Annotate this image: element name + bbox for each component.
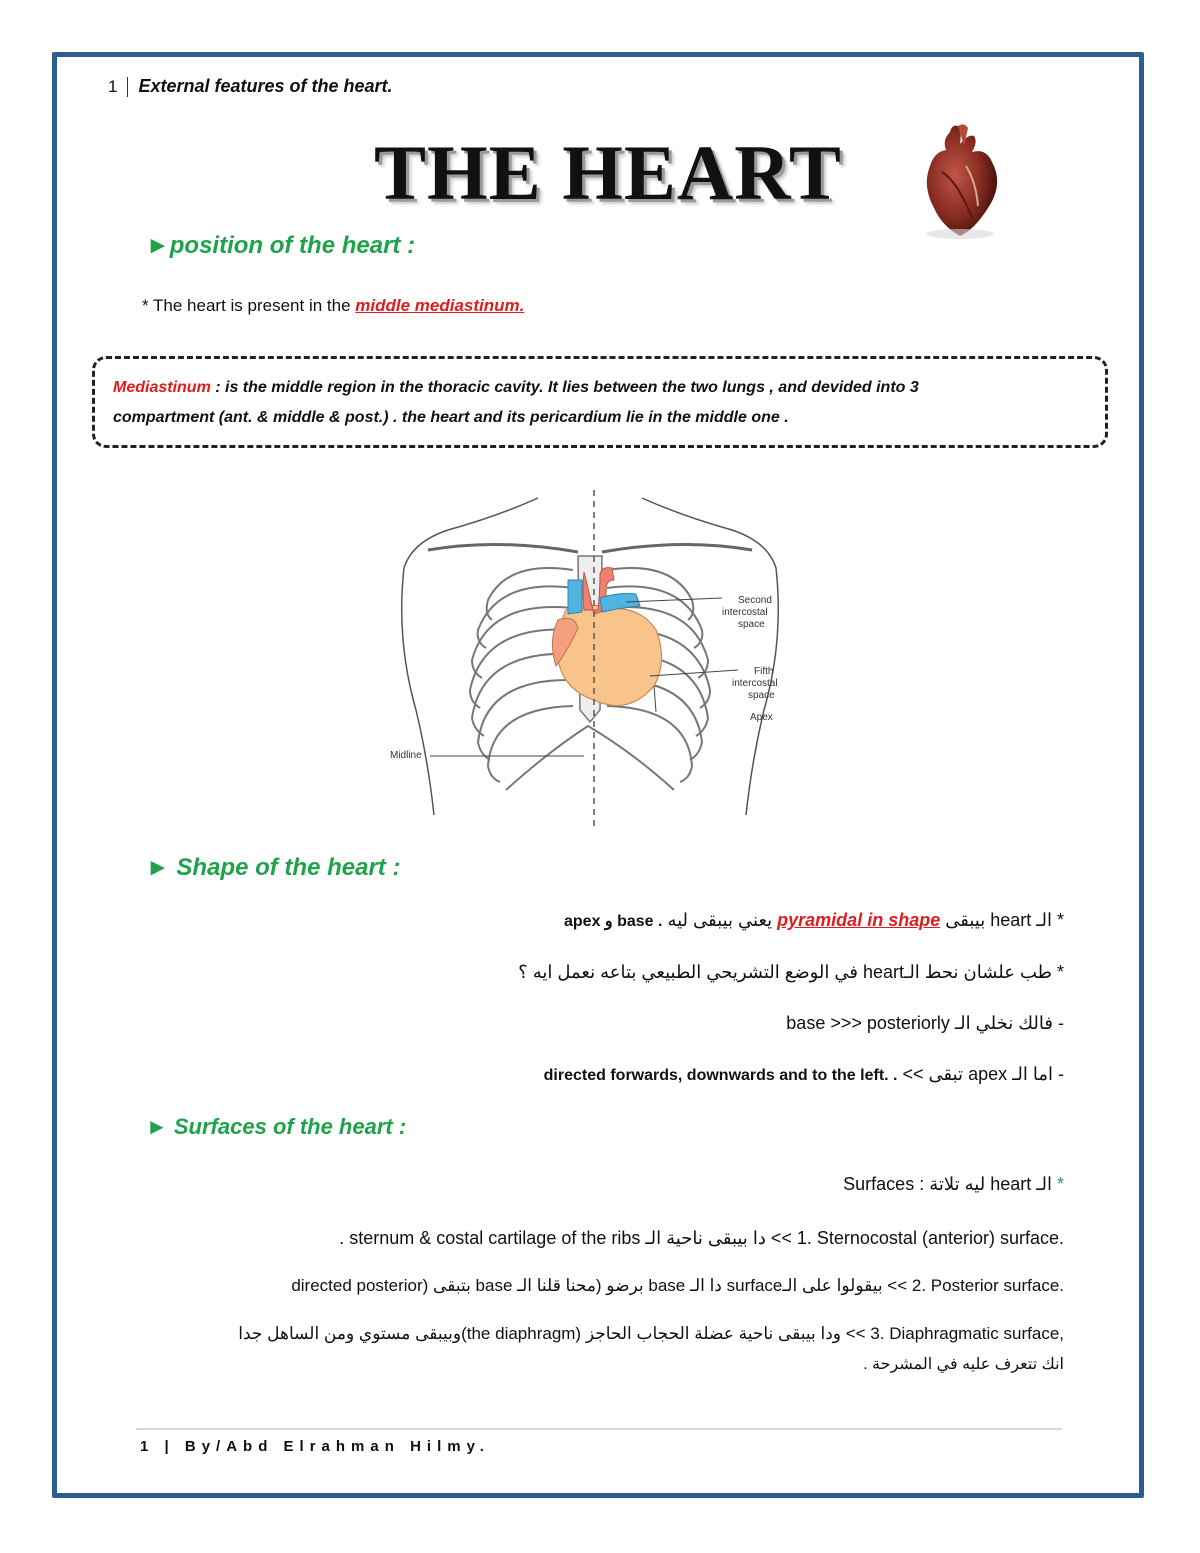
shape-line-2c: في الوضع التشريحي الطبيعي بتاعه نعمل ايه ؟ [518,962,864,982]
footer-page-number: 1 [140,1438,155,1455]
surface-1c: . sternum & costal cartilage of the ribs [339,1228,641,1248]
shape-line-4c: تبقى >> [897,1064,969,1084]
label-second-2: intercostal [722,607,768,618]
shape-line-2b: heart [863,962,905,982]
heart-illustration [912,122,1008,240]
label-apex: Apex [750,712,773,723]
surface-3-line-2: انك تتعرف عليه في المشرحة . [863,1356,1064,1373]
running-header [108,76,393,97]
shape-line-1c: بيبقى [940,910,991,930]
thorax-heart-diagram [388,490,792,830]
surface-2g: base [475,1276,513,1295]
surface-3 [238,1324,1064,1344]
surfaces-intro-e: Surfaces : [843,1174,925,1194]
surface-2d: دا الـ [685,1276,727,1295]
surfaces-intro [843,1174,1064,1195]
surface-1a: 1. Sternocostal (anterior) surface. [796,1228,1064,1248]
mediastinum-callout [92,356,1108,448]
pyramidal-highlight: pyramidal in shape [777,910,941,930]
shape-line-1b: heart [990,910,1032,930]
surfaces-intro-a: * [1051,1174,1064,1194]
surface-3c: (the diaphragm) [461,1324,582,1343]
shape-line-4 [544,1064,1064,1085]
label-second-1: Second [738,595,772,606]
surface-2a: 2. Posterior surface. [911,1276,1064,1295]
surfaces-heading: ► Surfaces of the heart : [146,1114,407,1139]
shape-line-4d: directed forwards, downwards and to the left. . [543,1067,898,1084]
shape-heading: ► Shape of the heart : [146,854,401,881]
shape-line-3 [786,1013,1064,1034]
label-midline: Midline [390,750,422,761]
label-fifth-3: space [748,690,775,701]
callout-keyword: Mediastinum [113,379,211,396]
surfaces-intro-c: heart [990,1174,1032,1194]
surface-2b: >> بيقولوا على الـ [782,1276,912,1295]
surfaces-intro-b: الـ [1031,1174,1052,1194]
surfaces-intro-d: ليه تلاتة [924,1174,991,1194]
label-second-3: space [738,619,765,630]
shape-line-4b: apex [968,1064,1008,1084]
header-title: External features of the heart. [138,76,393,96]
surface-1 [339,1228,1064,1249]
shape-line-4a: - اما الـ [1007,1064,1064,1084]
label-fifth-1: Fifth [754,666,774,677]
surface-3a: 3. Diaphragmatic surface, [870,1324,1064,1343]
surface-1b: >> دا بيبقى ناحية الـ [640,1228,797,1248]
footer-divider [136,1428,1062,1430]
shape-line-3b: base >>> posteriorly [786,1013,950,1033]
label-fifth-2: intercostal [732,678,778,689]
surface-2i: directed posterior) [291,1276,429,1295]
position-statement-text: * The heart is present in the [142,296,356,315]
position-statement [142,296,524,316]
shape-line-1e: يعني بيبقى ليه [662,910,778,930]
footer [140,1438,490,1455]
surface-2 [291,1276,1064,1296]
header-page-number: 1 [108,77,128,97]
surface-2c: surface [726,1276,783,1295]
surface-2h: بتبقى [428,1276,476,1295]
shape-line-3a: - فالك نخلي الـ [949,1013,1064,1033]
page-title: THE HEART [374,129,842,216]
shape-line-1 [564,910,1064,931]
surface-2f: برضو (محنا قلنا الـ [512,1276,649,1295]
shape-line-1f: apex و base . [564,913,663,930]
shape-line-2a: * طب علشان نحط الـ [904,962,1064,982]
callout-line-2: compartment (ant. & middle & post.) . the heart and its pericardium lie in the middle one . [113,409,789,426]
shape-line-1a: * الـ [1031,910,1064,930]
surface-3d: وبيبقى مستوي ومن الساهل جدا [238,1324,462,1343]
callout-line-1: : is the middle region in the thoracic cavity. It lies between the two lungs , and devided into 3 [210,379,919,396]
shape-line-2 [518,962,1064,983]
middle-mediastinum-highlight: middle mediastinum. [355,296,525,315]
footer-author: | By/Abd Elrahman Hilmy. [164,1438,490,1455]
surface-2e: base [648,1276,686,1295]
position-heading: ►position of the heart : [146,232,416,259]
surface-3b: >> ودا بيبقى ناحية عضلة الحجاب الحاجز [581,1324,871,1343]
